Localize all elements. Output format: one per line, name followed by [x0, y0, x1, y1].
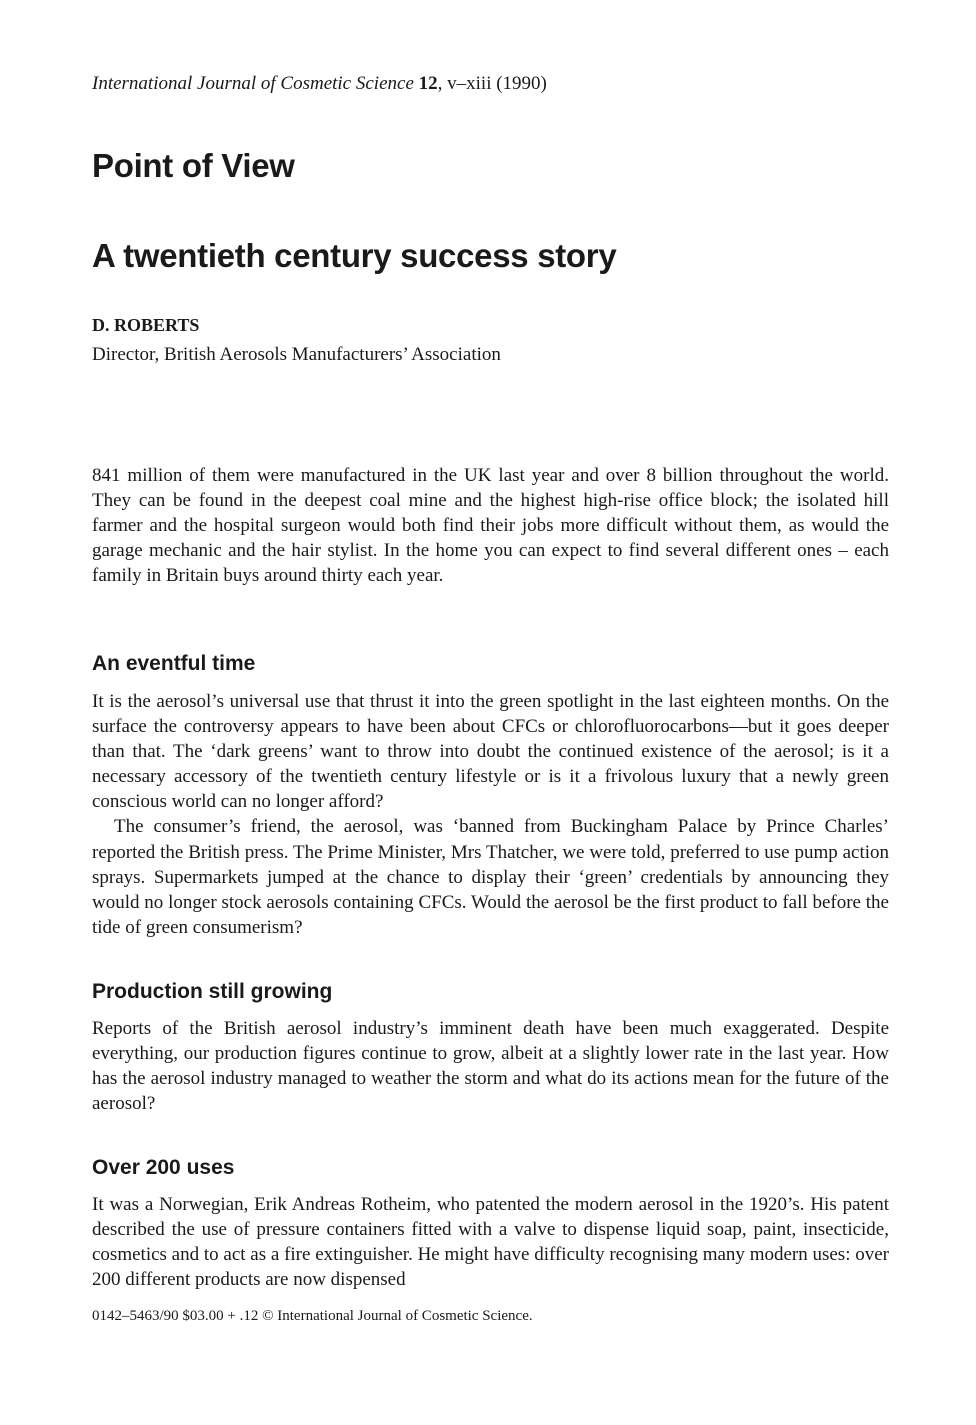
section-heading-production: Production still growing — [92, 980, 333, 1003]
paragraph: It is the aerosol’s universal use that thrust it into the green spotlight in the last eighteen months. On the surface the controversy appears to have been about CFCs or chlorofluorocarbons—but it goes deeper than that. The ‘dark greens’ want to throw into doubt the continued existence of the aerosol; is it a necessary accessory of the twentieth century lifestyle or is it a frivolous luxury that a newly green conscious world can no longer afford? — [92, 691, 889, 813]
section-heading-eventful-time: An eventful time — [92, 652, 256, 675]
intro-paragraph-block — [92, 463, 889, 588]
author-affiliation: Director, British Aerosols Manufacturers’ Association — [92, 344, 501, 365]
section-uses-body — [92, 1192, 889, 1292]
section-eventful-time-body — [92, 689, 889, 940]
section-heading-uses: Over 200 uses — [92, 1156, 235, 1179]
article-title: A twentieth century success story — [92, 237, 617, 274]
paragraph: Reports of the British aerosol industry’s imminent death have been much exaggerated. Despite everything, our production figures continue to grow, albeit at a slightly lower rate in the last year. How has the aerosol industry managed to weather the storm and what do its actions mean for the future of the aerosol? — [92, 1018, 889, 1115]
author-name: D. ROBERTS — [92, 315, 200, 335]
intro-paragraph: 841 million of them were manufactured in the UK last year and over 8 billion throughout the world. They can be found in the deepest coal mine and the highest high-rise office block; the isolated hill farmer and the hospital surgeon would both find their jobs more difficult without them, as would the garage mechanic and the hair stylist. In the home you can expect to find several different ones – each family in Britain buys around thirty each year. — [92, 465, 889, 587]
section-label: Point of View — [92, 147, 295, 184]
paragraph: The consumer’s friend, the aerosol, was ‘banned from Buckingham Palace by Prince Charles’ reported the British press. The Prime Minister, Mrs Thatcher, we were told, preferred to use pump action sprays. Supermarkets jumped at the chance to display their ‘green’ credentials by announcing they would no longer stock aerosols containing CFCs. Would the aerosol be the first product to fall before the tide of green consumerism? — [92, 816, 889, 938]
journal-citation — [92, 72, 547, 96]
journal-volume: 12 — [418, 73, 438, 94]
copyright-footer: 0142–5463/90 $03.00 + .12 © International Journal of Cosmetic Science. — [92, 1308, 533, 1324]
journal-pages-year: , v–xiii (1990) — [437, 73, 547, 94]
journal-name: International Journal of Cosmetic Science — [92, 73, 414, 94]
paragraph: It was a Norwegian, Erik Andreas Rotheim, who patented the modern aerosol in the 1920’s. His patent described the use of pressure containers fitted with a valve to dispense liquid soap, paint, insecticide, cosmetics and to act as a fire extinguisher. He might have difficulty recognising many modern uses: over 200 different products are now dispensed — [92, 1194, 889, 1291]
section-production-body — [92, 1016, 889, 1116]
